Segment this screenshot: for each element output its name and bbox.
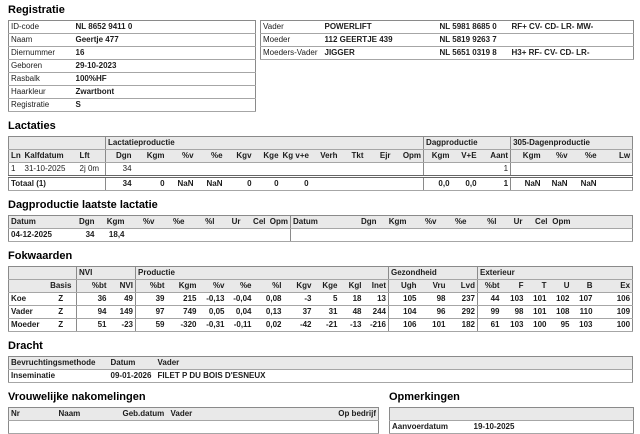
column-header: Inet [364,280,389,293]
column-header: Op bedrijf [307,408,379,421]
cell: NL 8652 9411 0 [74,21,256,34]
cell: 0 [225,177,254,191]
empty-header [472,408,634,421]
column-header: Kgm [134,150,167,163]
cell: 51 [77,319,109,332]
cell: -0,11 [227,319,254,332]
cell [187,229,217,242]
table-row [261,21,634,34]
section-pregnancy [8,340,632,383]
cell: FILET P DU BOIS D'ESNEUX [156,370,633,383]
column-header: Dgn [106,150,134,163]
cell: 106 [389,319,419,332]
cell [543,163,570,177]
column-header: %v [199,280,227,293]
column-header: Kgm [97,216,127,229]
column-header: Ejr [366,150,393,163]
cell: NaN [167,177,196,191]
column-header: Kgm [167,280,199,293]
table-row [9,229,633,242]
table-row [9,60,256,73]
cell: Registratie [9,99,74,112]
cell: 101 [526,306,549,319]
cell [525,229,550,242]
cell [134,163,167,177]
column-header: %v [127,216,157,229]
lactations-group-header-row [9,137,633,150]
column-header: T [526,280,549,293]
cell: 106 [595,293,633,306]
cell: 244 [364,306,389,319]
table-row [9,86,256,99]
breeding-values-column-header-row [9,280,633,293]
cell: 149 [109,306,136,319]
cell: NL 5651 0319 8 [438,47,510,60]
cell: Moeder [261,34,323,47]
table-row [9,34,256,47]
cell [570,163,599,177]
cell: 98 [419,293,448,306]
column-header: Kg v+e [281,150,311,163]
cell: ID-code [9,21,74,34]
cell [340,163,366,177]
cell: 0,05 [199,306,227,319]
cell: 107 [572,293,595,306]
cell: NaN [543,177,570,191]
cell [393,177,424,191]
cell: 215 [167,293,199,306]
column-header: Ur [499,216,525,229]
registration-left-table [8,20,256,112]
table-row [390,421,634,434]
table-row [9,177,633,191]
column-header: U [549,280,572,293]
column-header: Ln [9,150,23,163]
column-header: %e [157,216,187,229]
cell: 98 [502,306,526,319]
cell: 61 [478,319,502,332]
cell [291,229,351,242]
section-registration [8,4,632,112]
cell: 104 [389,306,419,319]
cell: 112 GEERTJE 439 [323,34,438,47]
cell [469,229,499,242]
cell: 0,04 [227,306,254,319]
cell [366,177,393,191]
column-header: Opm [550,216,573,229]
cell: 100%HF [74,73,256,86]
column-header: Kgl [340,280,364,293]
column-header: Nr [9,408,57,421]
cell [121,421,169,434]
column-header: Kge [254,150,281,163]
cell: 39 [136,293,167,306]
table-row [9,99,256,112]
column-header: %v [409,216,439,229]
registration-parents-table [260,20,634,60]
cell: 749 [167,306,199,319]
cell [379,229,409,242]
cell [424,163,452,177]
group-header-gezondheid: Gezondheid [389,267,478,280]
cell [127,229,157,242]
column-header: Kgm [511,150,543,163]
cell: 49 [109,293,136,306]
cell [599,177,633,191]
cell: 237 [448,293,478,306]
column-header: Lft [78,150,106,163]
column-header: V+E [452,150,479,163]
group-header-lactatieproductie: Lactatieproductie [106,137,424,150]
group-header-dagproductie: Dagproductie [424,137,511,150]
group-header-305-dagenproductie: 305-Dagenproductie [511,137,633,150]
cell [351,229,379,242]
column-header: %bt [77,280,109,293]
cell [243,229,268,242]
cell: 04-12-2025 [9,229,69,242]
table-row [9,370,633,383]
cell [167,163,196,177]
section-remarks [389,391,634,434]
table-row [9,73,256,86]
cell [254,163,281,177]
registration-tables [8,20,632,112]
column-header: Dgn [351,216,379,229]
cell: -21 [314,319,340,332]
cell: 37 [284,306,314,319]
cell: 103 [572,319,595,332]
column-header: %bt [136,280,167,293]
cell: 0 [134,177,167,191]
cell: 109 [595,306,633,319]
cell: Geboren [9,60,74,73]
cell: S [74,99,256,112]
cell: 18 [340,293,364,306]
cell: 100 [526,319,549,332]
cell [9,421,57,434]
section-title-fokwaarden: Fokwaarden [8,250,73,262]
cell: -216 [364,319,389,332]
cell: 101 [526,293,549,306]
cell: Z [46,319,77,332]
cell: 2j 0m [78,163,106,177]
cell: Aanvoerdatum [390,421,472,434]
column-header: Kge [314,280,340,293]
cell: 95 [549,319,572,332]
column-header: %e [227,280,254,293]
section-female-offspring [8,391,379,434]
table-row [9,421,379,434]
cell [510,34,634,47]
column-header: %v [167,150,196,163]
column-header [573,216,633,229]
column-header: Vader [169,408,307,421]
cell: RF+ CV- CD- LR- MW- [510,21,634,34]
cell: 292 [448,306,478,319]
cell: 0,13 [254,306,284,319]
cell [169,421,307,434]
cell: 0,02 [254,319,284,332]
cell [311,177,340,191]
breeding-values-group-header-row [9,267,633,280]
column-header: Basis [46,280,77,293]
cell: 94 [77,306,109,319]
cell: 108 [549,306,572,319]
cell: Haarkleur [9,86,74,99]
column-header: NVI [109,280,136,293]
column-header: Lvd [448,280,478,293]
section-title-dracht: Dracht [8,340,43,352]
section-title-opmerkingen: Opmerkingen [389,391,460,403]
pregnancy-table [8,356,633,383]
cell: 0,08 [254,293,284,306]
group-header-exterieur: Exterieur [478,267,633,280]
column-header: Ex [595,280,633,293]
pregnancy-header-row [9,357,633,370]
cell [550,229,573,242]
cell [409,229,439,242]
cell: 44 [478,293,502,306]
cell: 0,0 [452,177,479,191]
column-header: Opm [393,150,424,163]
table-row [9,163,633,177]
column-header: %v [543,150,570,163]
cell: JIGGER [323,47,438,60]
column-header: %l [254,280,284,293]
cell [307,421,379,434]
cell: 101 [419,319,448,332]
section-bottom [8,391,632,434]
cell: 34 [106,163,134,177]
cell: 103 [502,319,526,332]
cell: 09-01-2026 [109,370,156,383]
cell: 31 [314,306,340,319]
cell: 29-10-2023 [74,60,256,73]
remarks-header-row [390,408,634,421]
cell: 31-10-2025 [23,163,78,177]
cell: Geertje 477 [74,34,256,47]
cell: Koe [9,293,46,306]
cell: -3 [284,293,314,306]
column-header: Lw [599,150,633,163]
column-header: F [502,280,526,293]
cell [452,163,479,177]
cell [599,163,633,177]
cell: NaN [511,177,543,191]
cell [573,229,633,242]
lactations-column-header-row [9,150,633,163]
empty-group-header [9,267,77,280]
column-header: Aant [479,150,511,163]
cell [439,229,469,242]
column-header: Naam [57,408,121,421]
cell [311,163,340,177]
column-header: Kgv [225,150,254,163]
daily-production-header-row [9,216,633,229]
cell: 34 [69,229,97,242]
cell: NaN [196,177,225,191]
column-header: Opm [268,216,291,229]
cell: 36 [77,293,109,306]
section-title-dagproductie: Dagproductie laatste lactatie [8,199,158,211]
column-header [9,280,46,293]
column-header: Cel [525,216,550,229]
cell [225,163,254,177]
cell: 103 [502,293,526,306]
column-header: Datum [9,216,69,229]
column-header: Bevruchtingsmethode [9,357,109,370]
lactations-total-row [9,177,633,191]
cell: 105 [389,293,419,306]
table-row [9,293,633,306]
column-header: Kgv [284,280,314,293]
section-daily-production [8,199,632,242]
cell: Inseminatie [9,370,109,383]
cell [196,163,225,177]
cell [217,229,243,242]
cell: 5 [314,293,340,306]
cell: POWERLIFT [323,21,438,34]
cell: 182 [448,319,478,332]
breeding-values-table [8,266,633,332]
column-header: Vru [419,280,448,293]
cell: 0 [281,177,311,191]
cell: Vader [261,21,323,34]
column-header: Kalfdatum [23,150,78,163]
table-row [9,47,256,60]
cell: 16 [74,47,256,60]
cell: 34 [106,177,134,191]
cell: Z [46,293,77,306]
cell: 0,0 [424,177,452,191]
female-offspring-header-row [9,408,379,421]
section-title-lactaties: Lactaties [8,120,56,132]
column-header: Datum [109,357,156,370]
cell: 96 [419,306,448,319]
cell: 0 [254,177,281,191]
column-header: B [572,280,595,293]
cell: -13 [340,319,364,332]
cell: 110 [572,306,595,319]
cell: -0,04 [227,293,254,306]
cell: -0,13 [199,293,227,306]
column-header: Kgm [424,150,452,163]
table-row [261,47,634,60]
empty-group-header [9,137,106,150]
cell: 48 [340,306,364,319]
column-header: Dgn [69,216,97,229]
cell [78,177,106,191]
cell [281,163,311,177]
cell [157,229,187,242]
cell: 13 [364,293,389,306]
column-header: Vader [156,357,633,370]
remarks-table [389,407,634,434]
cell [511,163,543,177]
section-breeding-values [8,250,632,332]
column-header: %l [187,216,217,229]
cell: 1 [479,177,511,191]
female-offspring-table [8,407,379,434]
table-row [261,34,634,47]
cell: 1 [479,163,511,177]
cell: 19-10-2025 [472,421,634,434]
group-header-productie: Productie [136,267,389,280]
column-header: Datum [291,216,351,229]
cell: NL 5981 8685 0 [438,21,510,34]
cell: 1 [9,163,23,177]
empty-header [390,408,472,421]
cell: -42 [284,319,314,332]
table-row [9,306,633,319]
cell [499,229,525,242]
section-title-registratie: Registratie [8,4,65,16]
cell: Totaal (1) [9,177,23,191]
column-header: Cel [243,216,268,229]
cell [268,229,291,242]
cell: -23 [109,319,136,332]
cell: -0,31 [199,319,227,332]
section-title-vrouwelijke-nakomelingen: Vrouwelijke nakomelingen [8,391,146,403]
group-header-nvi: NVI [77,267,136,280]
cell: Moeders-Vader [261,47,323,60]
cell: -320 [167,319,199,332]
cell: Vader [9,306,46,319]
cell: Rasbalk [9,73,74,86]
cell: H3+ RF- CV- CD- LR- [510,47,634,60]
cell: Z [46,306,77,319]
column-header: %e [196,150,225,163]
cell: NL 5819 9263 7 [438,34,510,47]
table-row [9,319,633,332]
cell: 100 [595,319,633,332]
column-header: %l [469,216,499,229]
column-header: Geb.datum [121,408,169,421]
cell: Moeder [9,319,46,332]
column-header: %e [570,150,599,163]
cell: 18,4 [97,229,127,242]
cell: NaN [570,177,599,191]
column-header: Tkt [340,150,366,163]
column-header: %bt [478,280,502,293]
cell [366,163,393,177]
column-header: Kgm [379,216,409,229]
section-lactations [8,120,632,191]
cell [57,421,121,434]
cell: 102 [549,293,572,306]
cell: 59 [136,319,167,332]
column-header: Verh [311,150,340,163]
cell [393,163,424,177]
lactations-table [8,136,633,191]
cell: Diernummer [9,47,74,60]
column-header: %e [439,216,469,229]
column-header: Ugh [389,280,419,293]
table-row [9,21,256,34]
column-header: Ur [217,216,243,229]
daily-production-table [8,215,633,242]
cell [340,177,366,191]
cell: Naam [9,34,74,47]
cell: 99 [478,306,502,319]
cell: 97 [136,306,167,319]
cell: Zwartbont [74,86,256,99]
